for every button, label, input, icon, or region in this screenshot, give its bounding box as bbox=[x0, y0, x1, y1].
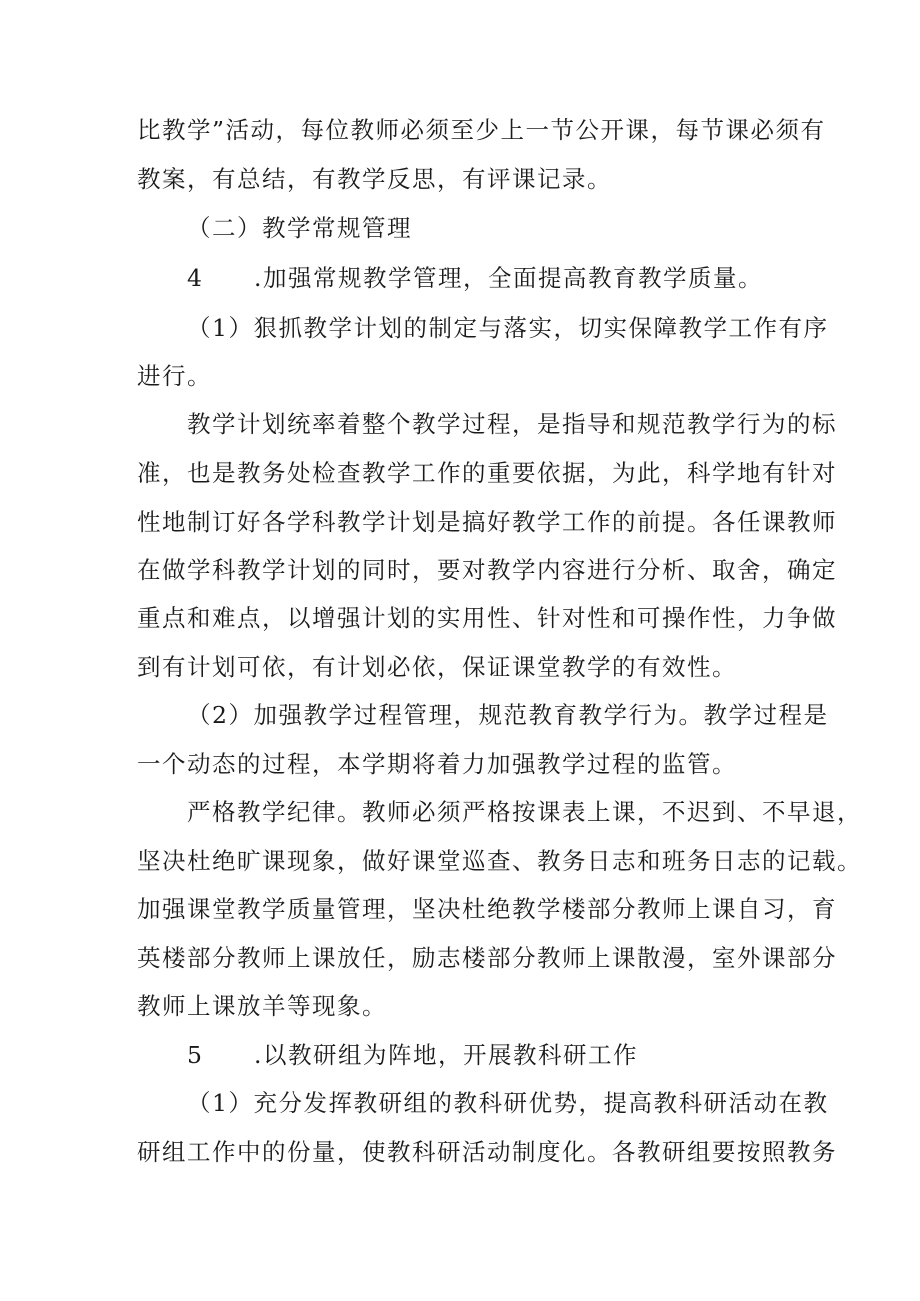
text-line: 到有计划可依，有计划必依，保证课堂教学的有效性。 bbox=[137, 653, 737, 681]
text-line: 严格教学纪律。教师必须严格按课表上课，不迟到、不早退， bbox=[187, 798, 862, 826]
text-line: （1）狠抓教学计划的制定与落实，切实保障教学工作有序 bbox=[187, 314, 829, 342]
section-heading: （二）教学常规管理 bbox=[187, 214, 412, 242]
text-line: 进行。 bbox=[137, 362, 212, 390]
item-heading: .以教研组为阵地，开展教科研工作 bbox=[254, 1041, 638, 1069]
text-line: 研组工作中的份量，使教科研活动制度化。各教研组要按照教务 bbox=[137, 1138, 837, 1166]
text-line: 重点和难点，以增强计划的实用性、针对性和可操作性，力争做 bbox=[137, 604, 837, 632]
text-line: 准，也是教务处检查教学工作的重要依据，为此，科学地有针对 bbox=[137, 459, 837, 487]
text-line: 英楼部分教师上课放任，励志楼部分教师上课散漫，室外课部分 bbox=[137, 944, 837, 972]
text-line: （1）充分发挥教研组的教科研优势，提高教科研活动在教 bbox=[187, 1089, 829, 1117]
text-line: 坚决杜绝旷课现象，做好课堂巡查、教务日志和班务日志的记载。 bbox=[137, 847, 862, 875]
text-line: 教案，有总结，有教学反思，有评课记录。 bbox=[137, 165, 612, 193]
text-line: 一个动态的过程，本学期将着力加强教学过程的监管。 bbox=[137, 750, 737, 778]
text-line: （2）加强教学过程管理，规范教育教学行为。教学过程是 bbox=[187, 701, 829, 729]
text-line: 性地制订好各学科教学计划是搞好教学工作的前提。各任课教师 bbox=[137, 508, 837, 536]
text-line: 加强课堂教学质量管理，坚决杜绝教学楼部分教师上课自习，育 bbox=[137, 895, 837, 923]
text-line: 教学计划统率着整个教学过程，是指导和规范教学行为的标 bbox=[187, 410, 837, 438]
item-number: 4 bbox=[187, 264, 202, 292]
item-number: 5 bbox=[187, 1041, 202, 1069]
item-heading: .加强常规教学管理，全面提高教育教学质量。 bbox=[254, 264, 763, 292]
text-line: 在做学科教学计划的同时，要对教学内容进行分析、取舍，确定 bbox=[137, 556, 837, 584]
text-line: 教师上课放羊等现象。 bbox=[137, 992, 387, 1020]
text-line: 比教学”活动，每位教师必须至少上一节公开课，每节课必须有 bbox=[137, 116, 826, 144]
